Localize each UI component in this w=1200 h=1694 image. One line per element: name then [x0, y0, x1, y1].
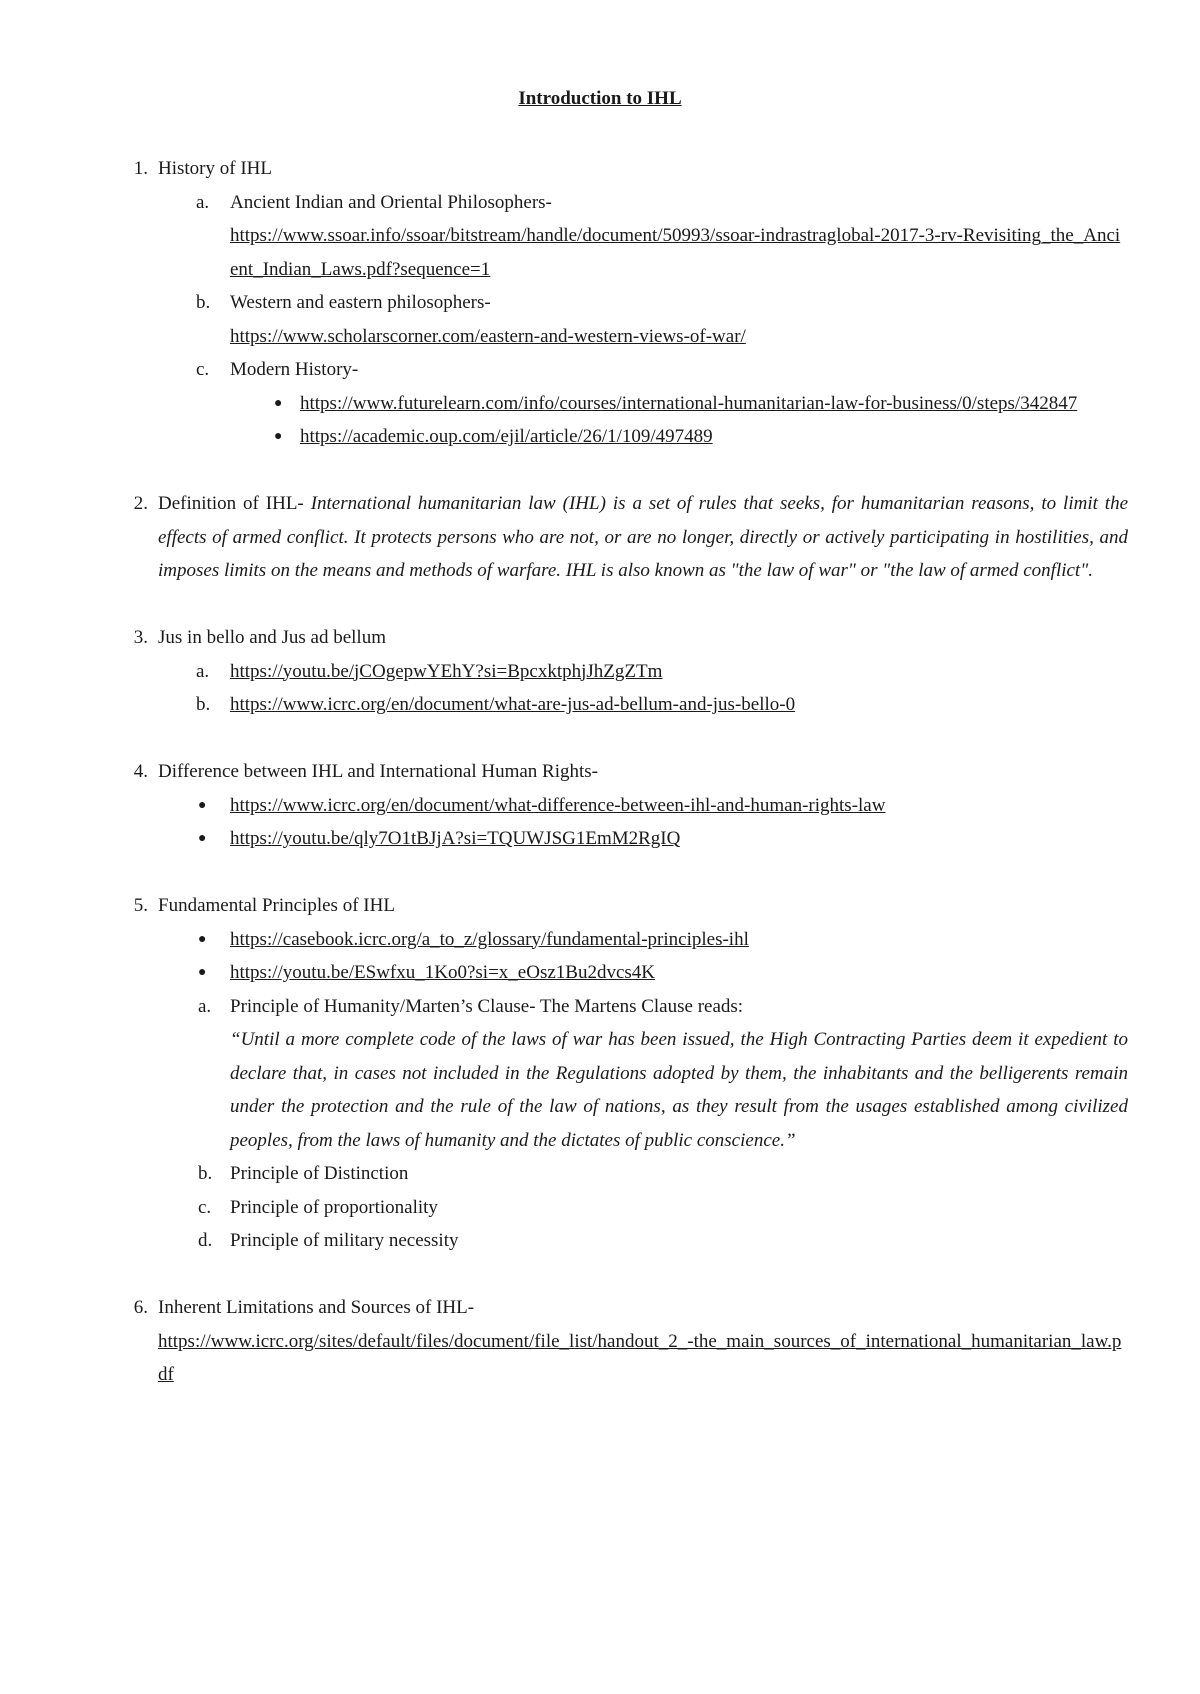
list-item [118, 688, 1128, 722]
section-history [118, 152, 1128, 186]
section-sources-of-ihl [118, 1291, 1128, 1392]
document-body [118, 152, 1128, 1392]
martens-clause-quote: “Until a more complete code of the laws of war has been issued, the High Contracting Parties deem it expedient to declare that, in cases not included in the Regulations adopted by them, the inhabitants and the belligerents remain under the protection and the rule of the law of nations, as they result from the usages established among civilized peoples, from the laws of humanity and the dictates of public conscience.” [230, 1029, 1128, 1151]
section-ihl-vs-human-rights [118, 755, 1128, 789]
reference-link[interactable]: https://www.icrc.org/en/document/what-difference-between-ihl-and-human-rights-law [230, 794, 886, 816]
list-item [118, 387, 1128, 421]
item-marker: d. [198, 1230, 213, 1251]
list-item [118, 420, 1128, 454]
list-item [118, 789, 1128, 823]
list-item [118, 353, 1128, 387]
section-definition [118, 487, 1128, 588]
section-jus-in-bello [118, 621, 1128, 655]
list-item [118, 822, 1128, 856]
reference-link[interactable]: https://www.icrc.org/sites/default/files/document/file_list/handout_2_-the_main_sources_of_international_humanitarian_law.pdf [158, 1330, 1122, 1385]
list-item [118, 655, 1128, 689]
item-label: Principle of military necessity [230, 1230, 459, 1251]
list-item [118, 1157, 1128, 1191]
reference-link[interactable]: https://casebook.icrc.org/a_to_z/glossary/fundamental-principles-ihl [230, 928, 749, 950]
bullet-icon: ● [198, 965, 207, 980]
item-label: Principle of Humanity/Marten’s Clause- The Martens Clause reads: [230, 995, 744, 1017]
item-label: Modern History- [230, 359, 359, 380]
list-item [118, 990, 1128, 1158]
section-number: 6. [133, 1297, 148, 1318]
section-heading: Definition of IHL- [158, 493, 304, 514]
reference-link[interactable]: https://www.scholarscorner.com/eastern-and-western-views-of-war/ [230, 325, 746, 347]
section-number: 4. [133, 761, 148, 782]
item-marker: c. [198, 1196, 212, 1218]
section-fundamental-principles [118, 889, 1128, 923]
item-marker: a. [196, 660, 210, 682]
list-item [118, 1191, 1128, 1225]
reference-link[interactable]: https://youtu.be/jCOgepwYEhY?si=BpcxktphjJhZgZTm [230, 660, 663, 682]
list-item [118, 956, 1128, 990]
section-heading: Difference between IHL and International Human Rights- [158, 761, 599, 782]
list-item [118, 186, 1128, 287]
section-heading: Fundamental Principles of IHL [158, 895, 395, 916]
section-heading: History of IHL [158, 158, 272, 179]
item-label: Western and eastern philosophers- [230, 292, 491, 313]
bullet-icon: ● [198, 931, 207, 947]
item-marker: b. [196, 694, 211, 715]
item-marker: b. [198, 1163, 213, 1184]
reference-link[interactable]: https://youtu.be/qly7O1tBJjA?si=TQUWJSG1EmM2RgIQ [230, 828, 681, 849]
list-item [118, 286, 1128, 353]
reference-link[interactable]: https://youtu.be/ESwfxu_1Ko0?si=x_eOsz1Bu2dvcs4K [230, 962, 655, 983]
page-title: Introduction to IHL [518, 88, 682, 109]
reference-link[interactable]: https://www.futurelearn.com/info/courses/international-humanitarian-law-for-business/0/steps/342847 [300, 392, 1078, 414]
reference-link[interactable]: https://www.icrc.org/en/document/what-are-jus-ad-bellum-and-jus-bello-0 [230, 694, 796, 715]
section-heading: Inherent Limitations and Sources of IHL- [158, 1297, 475, 1318]
item-marker: a. [198, 995, 212, 1017]
item-marker: a. [196, 191, 210, 213]
section-number: 5. [133, 895, 148, 916]
definition-text: International humanitarian law (IHL) is a set of rules that seeks, for humanitarian reasons, to limit the effects of armed conflict. It protects persons who are not, or are no longer, directly or actively participating in hostilities, and imposes limits on the means and methods of warfare. IHL is also known as "the law of war" or "the law of armed conflict". [158, 493, 1129, 581]
reference-link[interactable]: https://academic.oup.com/ejil/article/26/1/109/497489 [300, 426, 713, 447]
item-label: Principle of proportionality [230, 1196, 438, 1218]
item-marker: c. [196, 359, 210, 380]
section-number: 2. [133, 493, 148, 514]
section-number: 1. [133, 158, 148, 179]
bullet-icon: ● [274, 429, 283, 444]
item-marker: b. [196, 292, 211, 313]
item-label: Ancient Indian and Oriental Philosophers- [230, 191, 552, 213]
list-item [118, 923, 1128, 957]
bullet-icon: ● [198, 831, 207, 846]
bullet-icon: ● [274, 395, 283, 411]
bullet-icon: ● [198, 797, 207, 813]
section-heading: Jus in bello and Jus ad bellum [158, 627, 386, 648]
item-label: Principle of Distinction [230, 1163, 409, 1184]
section-number: 3. [133, 627, 148, 648]
list-item [118, 1224, 1128, 1258]
reference-link[interactable]: https://www.ssoar.info/ssoar/bitstream/handle/document/50993/ssoar-indrastraglobal-2017-3-rv-Revisiting_the_Ancient_Indian_Laws.pdf?sequence=1 [230, 225, 1121, 280]
